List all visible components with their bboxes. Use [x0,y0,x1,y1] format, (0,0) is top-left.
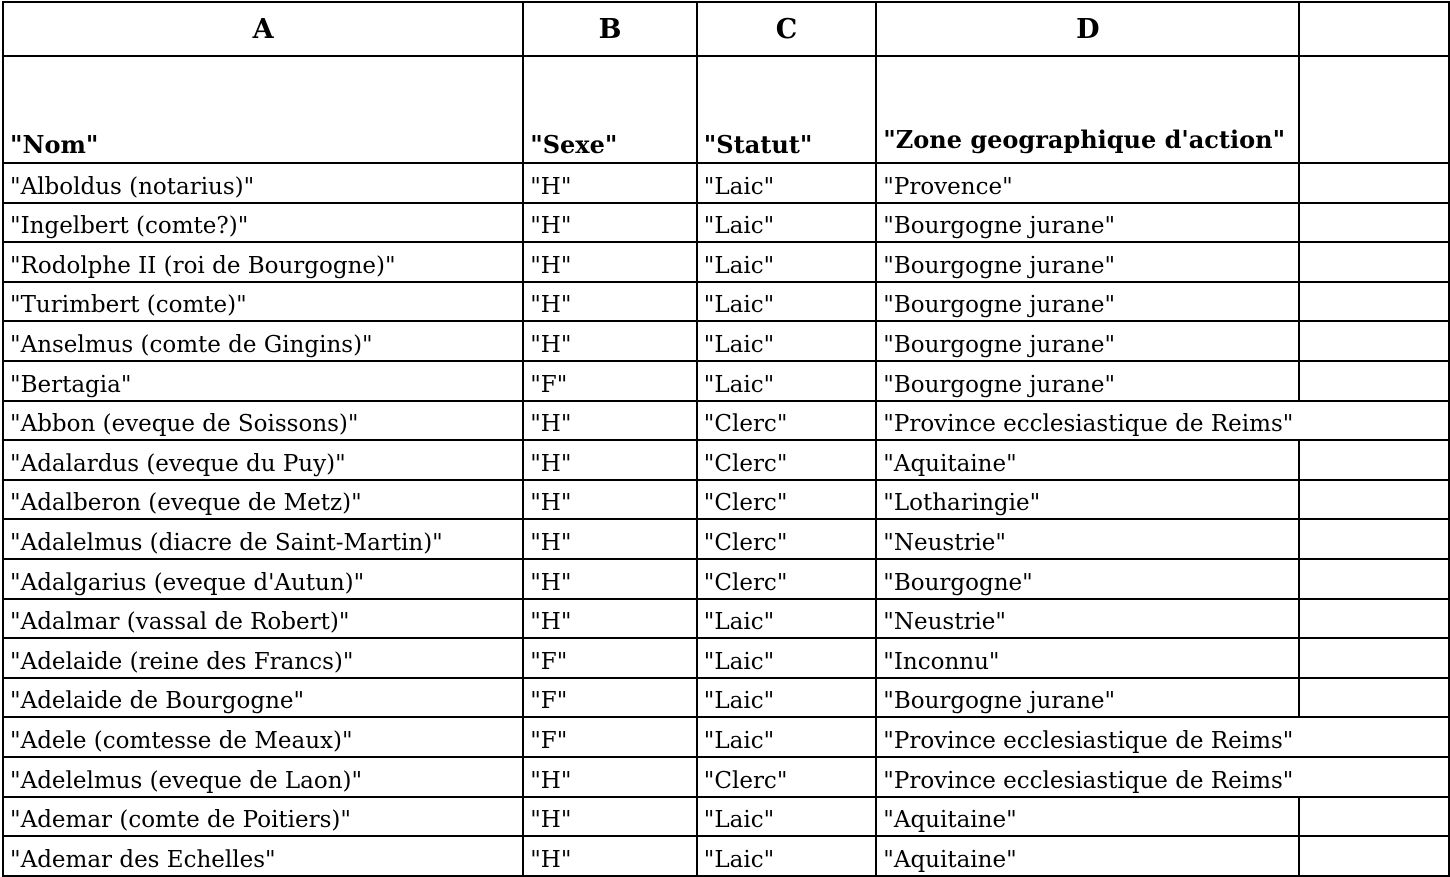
cell-nom[interactable]: "Adelaide de Bourgogne" [3,678,523,718]
cell-statut[interactable]: "Laic" [697,163,876,203]
cell-zone[interactable]: "Provence" [876,163,1299,203]
column-letter-e[interactable] [1299,2,1449,56]
spreadsheet-table [2,1,1450,877]
cell-zone[interactable]: "Bourgogne jurane" [876,361,1299,401]
cell-nom[interactable]: "Ademar (comte de Poitiers)" [3,797,523,837]
cell-sexe[interactable]: "H" [523,836,697,876]
cell-sexe[interactable]: "H" [523,757,697,797]
cell-statut[interactable]: "Laic" [697,599,876,639]
cell-nom[interactable]: "Ademar des Echelles" [3,836,523,876]
header-sexe[interactable]: "Sexe" [523,56,697,163]
cell-zone[interactable]: "Bourgogne jurane" [876,282,1299,322]
cell-nom[interactable]: "Adele (comtesse de Meaux)" [3,717,523,757]
cell-sexe[interactable]: "H" [523,163,697,203]
cell-empty[interactable] [1299,797,1449,837]
cell-statut[interactable]: "Laic" [697,638,876,678]
column-letter-c[interactable]: C [697,2,876,56]
cell-nom[interactable]: "Abbon (eveque de Soissons)" [3,401,523,441]
cell-sexe[interactable]: "H" [523,242,697,282]
cell-zone[interactable]: "Aquitaine" [876,440,1299,480]
cell-zone[interactable]: "Province ecclesiastique de Reims" [876,717,1299,757]
cell-empty[interactable] [1299,401,1449,441]
cell-statut[interactable]: "Laic" [697,321,876,361]
cell-sexe[interactable]: "F" [523,678,697,718]
cell-zone[interactable]: "Aquitaine" [876,836,1299,876]
cell-statut[interactable]: "Clerc" [697,440,876,480]
cell-empty[interactable] [1299,757,1449,797]
cell-zone[interactable]: "Bourgogne jurane" [876,678,1299,718]
cell-zone[interactable]: "Bourgogne jurane" [876,203,1299,243]
table-row [3,797,1449,837]
table-row [3,678,1449,718]
cell-sexe[interactable]: "H" [523,519,697,559]
cell-empty[interactable] [1299,282,1449,322]
cell-empty[interactable] [1299,480,1449,520]
cell-empty[interactable] [1299,678,1449,718]
cell-sexe[interactable]: "H" [523,282,697,322]
cell-sexe[interactable]: "H" [523,401,697,441]
cell-nom[interactable]: "Bertagia" [3,361,523,401]
column-letter-d[interactable]: D [876,2,1299,56]
cell-zone[interactable]: "Bourgogne" [876,559,1299,599]
cell-sexe[interactable]: "H" [523,440,697,480]
cell-sexe[interactable]: "H" [523,321,697,361]
cell-statut[interactable]: "Laic" [697,797,876,837]
cell-statut[interactable]: "Laic" [697,836,876,876]
cell-empty[interactable] [1299,203,1449,243]
table-row [3,163,1449,203]
cell-statut[interactable]: "Laic" [697,203,876,243]
cell-nom[interactable]: "Adalelmus (diacre de Saint-Martin)" [3,519,523,559]
cell-sexe[interactable]: "H" [523,797,697,837]
cell-zone[interactable]: "Inconnu" [876,638,1299,678]
cell-nom[interactable]: "Adalgarius (eveque d'Autun)" [3,559,523,599]
cell-zone[interactable]: "Aquitaine" [876,797,1299,837]
table-row [3,321,1449,361]
cell-nom[interactable]: "Adalberon (eveque de Metz)" [3,480,523,520]
cell-nom[interactable]: "Adelaide (reine des Francs)" [3,638,523,678]
cell-nom[interactable]: "Adalmar (vassal de Robert)" [3,599,523,639]
cell-empty[interactable] [1299,836,1449,876]
cell-sexe[interactable]: "H" [523,599,697,639]
column-letter-row [3,2,1449,56]
table-row [3,757,1449,797]
cell-nom[interactable]: "Adalardus (eveque du Puy)" [3,440,523,480]
cell-zone[interactable]: "Province ecclesiastique de Reims" [876,757,1299,797]
cell-zone[interactable]: "Lotharingie" [876,480,1299,520]
cell-empty[interactable] [1299,163,1449,203]
cell-statut[interactable]: "Clerc" [697,480,876,520]
cell-nom[interactable]: "Turimbert (comte)" [3,282,523,322]
header-row [3,56,1449,163]
table-row [3,599,1449,639]
column-letter-a[interactable]: A [3,2,523,56]
cell-empty[interactable] [1299,440,1449,480]
table-row [3,401,1449,441]
cell-sexe[interactable]: "F" [523,638,697,678]
cell-statut[interactable]: "Laic" [697,717,876,757]
cell-zone[interactable]: "Neustrie" [876,519,1299,559]
cell-sexe[interactable]: "H" [523,480,697,520]
cell-sexe[interactable]: "H" [523,559,697,599]
table-row [3,717,1449,757]
cell-empty[interactable] [1299,242,1449,282]
cell-statut[interactable]: "Clerc" [697,401,876,441]
cell-empty[interactable] [1299,321,1449,361]
table-row [3,638,1449,678]
column-letter-b[interactable]: B [523,2,697,56]
cell-nom[interactable]: "Alboldus (notarius)" [3,163,523,203]
cell-zone[interactable]: "Bourgogne jurane" [876,242,1299,282]
table-row [3,361,1449,401]
cell-empty[interactable] [1299,717,1449,757]
table-row [3,440,1449,480]
cell-nom[interactable]: "Adelelmus (eveque de Laon)" [3,757,523,797]
cell-statut[interactable]: "Laic" [697,242,876,282]
cell-zone[interactable]: "Neustrie" [876,599,1299,639]
cell-nom[interactable]: "Rodolphe II (roi de Bourgogne)" [3,242,523,282]
table-row [3,203,1449,243]
header-nom[interactable]: "Nom" [3,56,523,163]
cell-statut[interactable]: "Clerc" [697,559,876,599]
cell-empty[interactable] [1299,361,1449,401]
cell-statut[interactable]: "Clerc" [697,519,876,559]
table-row [3,480,1449,520]
cell-zone[interactable]: "Bourgogne jurane" [876,321,1299,361]
table-row [3,559,1449,599]
cell-statut[interactable]: "Clerc" [697,757,876,797]
cell-zone[interactable]: "Province ecclesiastique de Reims" [876,401,1299,441]
header-zone[interactable]: "Zone geographique d'action" [876,56,1299,163]
header-statut[interactable]: "Statut" [697,56,876,163]
table-row [3,242,1449,282]
table-row [3,282,1449,322]
table-row [3,836,1449,876]
cell-nom[interactable]: "Ingelbert (comte?)" [3,203,523,243]
cell-statut[interactable]: "Laic" [697,678,876,718]
cell-empty[interactable] [1299,599,1449,639]
cell-sexe[interactable]: "F" [523,717,697,757]
cell-statut[interactable]: "Laic" [697,282,876,322]
cell-sexe[interactable]: "F" [523,361,697,401]
cell-nom[interactable]: "Anselmus (comte de Gingins)" [3,321,523,361]
cell-statut[interactable]: "Laic" [697,361,876,401]
cell-empty[interactable] [1299,638,1449,678]
cell-empty[interactable] [1299,519,1449,559]
cell-sexe[interactable]: "H" [523,203,697,243]
table-row [3,519,1449,559]
header-empty-cell[interactable] [1299,56,1449,163]
cell-empty[interactable] [1299,559,1449,599]
